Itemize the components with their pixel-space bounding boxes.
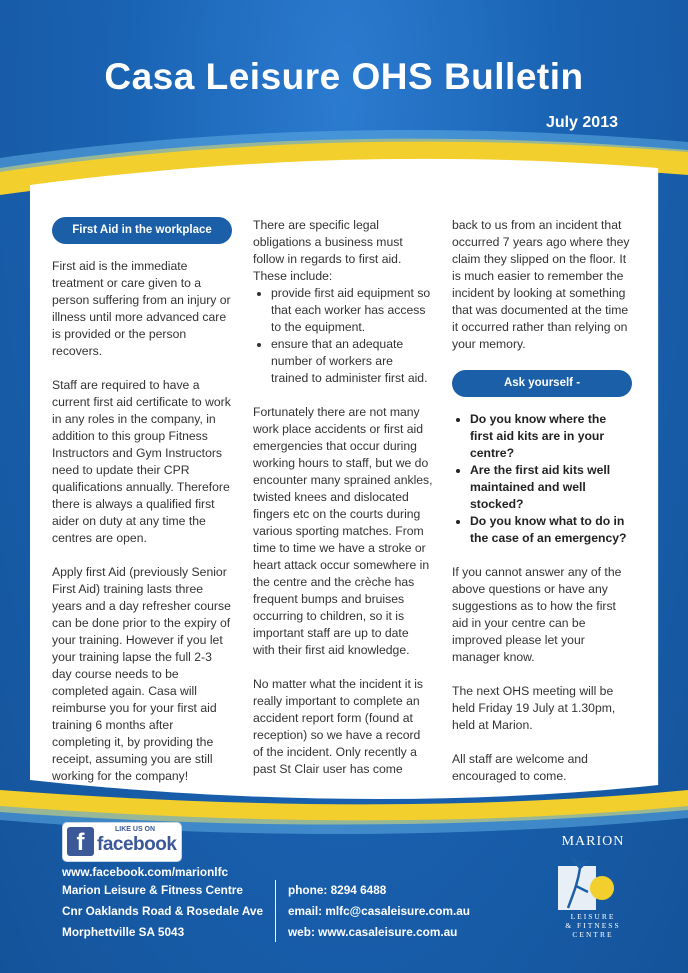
paragraph: The next OHS meeting will be held Friday 19 July at 1.30pm, held at Marion. [452,684,616,732]
email-address[interactable]: email: mlfc@casaleisure.com.au [288,904,470,918]
facebook-badge[interactable] [62,822,182,862]
footer-divider [275,880,276,942]
paragraph: Fortunately there are not many work place accidents or first aid emergencies that occur during working hours to staff, but we do encounter many sprained ankles, twisted knees and dislocated fingers etc on the courts during various sporting matches. From time to time we have a stroke or heart attack occur somewhere in the centre and the crèche has frequent bumps and bruises occurring to children, so it is important staff are up to date with their first aid knowledge. [253,405,433,657]
list-item: • Do you know where the first aid kits are in your centre? [470,411,632,462]
list-item: • provide first aid equipment so that each worker has access to the equipment. [271,285,433,336]
logo-sub-centre: CENTRE [572,930,614,939]
column-right [452,217,632,802]
facebook-icon: f [67,827,94,856]
website-url[interactable]: web: www.casaleisure.com.au [288,925,458,939]
marion-logo-icon [558,852,620,912]
phone-number: phone: 8294 6488 [288,883,387,897]
facebook-wordmark: facebook [97,834,177,855]
facebook-url[interactable]: www.facebook.com/marionlfc [62,865,229,879]
bulletin-date: July 2013 [545,114,618,131]
paragraph: If you cannot answer any of the above questions or have any suggestions as to how the first aid in your centre can be improved please let your manager know. [452,565,622,664]
logo-sub-fitness: & FITNESS [565,921,621,930]
column-middle [253,217,433,795]
paragraph: First aid is the immediate treatment or care given to a person suffering from an injury or illness until more advanced care is provided or the person recovers. [52,259,231,358]
logo-subtitle [548,912,638,939]
paragraph: Staff are required to have a current first aid certificate to work in any roles in the company, in addition to this group Fitness Instructors and Gym Instructors need to update their CPR qualifications annually. Therefore there is always a qualified first aider on duty at any time the centres are open. [52,378,231,545]
section-heading-ask-yourself: Ask yourself - [452,370,632,397]
bulletin-title: Casa Leisure OHS Bulletin [104,56,584,97]
questions-list [452,411,632,547]
paragraph: No matter what the incident it is really important to complete an accident report form (found at reception) so we have a record of the incident. Only recently a past St Clair user has come [253,677,424,776]
logo-sub-leisure: LEISURE [570,912,616,921]
list-item: • Do you know what to do in the case of an emergency? [470,513,632,547]
list-item: • Are the first aid kits well maintained and well stocked? [470,462,632,513]
org-name: Marion Leisure & Fitness Centre [62,883,243,897]
obligations-list [253,285,433,387]
column-left [52,217,232,802]
facebook-like-label: LIKE US ON [115,826,156,833]
logo-name: MARION [561,834,625,849]
list-item: • ensure that an adequate number of workers are trained to administer first aid. [271,336,433,387]
paragraph: All staff are welcome and encouraged to come. [452,752,588,783]
paragraph: back to us from an incident that occurred 7 years ago where they claim they slipped on the floor. It is much easier to remember the incident by looking at something that was documented at the time it occurred rather than relying on your memory. [452,218,630,351]
paragraph: There are specific legal obligations a business must follow in regards to first aid. These include: [253,218,403,283]
address-line-2: Morphettville SA 5043 [62,925,185,939]
section-heading-first-aid: First Aid in the workplace [52,217,232,244]
address-line-1: Cnr Oaklands Road & Rosedale Ave [62,904,264,918]
paragraph: Apply first Aid (previously Senior First Aid) training lasts three years and a day refresher course can be done prior to the expiry of your training. However if you let your training lapse the full 2-3 day course needs to be completed again. Casa will reimburse you for your first aid training 6 months after completing it, by providing the receipt, assuming you are still working for the company! [52,565,231,783]
